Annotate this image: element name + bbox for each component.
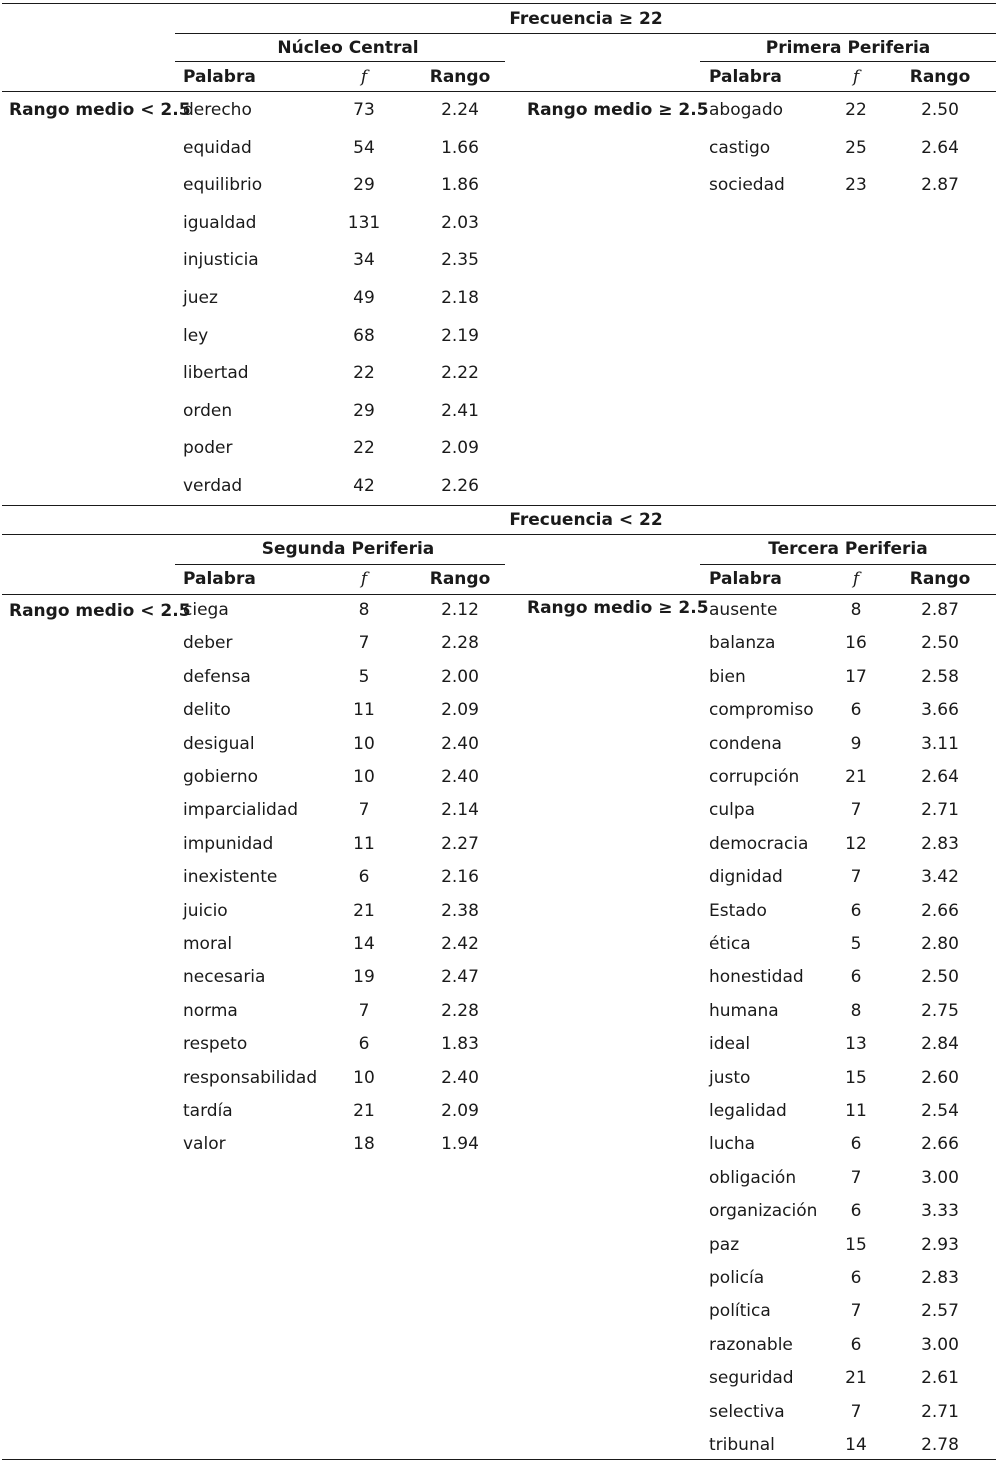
- range-label-high: Rango medio ≥ 2.5: [527, 598, 709, 618]
- cell-rango: 2.28: [441, 1000, 479, 1021]
- nucleo-central-rule: [175, 61, 505, 62]
- cell-rango: 2.57: [921, 1301, 959, 1322]
- top-section-title: Frecuencia ≥ 22: [509, 9, 663, 29]
- cell-f: 21: [353, 1101, 375, 1121]
- cell-rango: 2.41: [441, 400, 479, 421]
- cell-f: 54: [353, 137, 375, 158]
- cell-palabra: ausente: [709, 600, 778, 620]
- cell-rango: 2.16: [441, 867, 479, 888]
- bottom-section-title: Frecuencia < 22: [509, 510, 663, 530]
- header-palabra: Palabra: [709, 569, 782, 589]
- tercera-periferia-rule: [700, 564, 996, 565]
- cell-f: 23: [845, 175, 867, 196]
- cell-f: 14: [845, 1435, 867, 1455]
- header-f: f: [852, 67, 860, 87]
- cell-f: 6: [850, 1334, 862, 1355]
- header-palabra: Palabra: [183, 67, 256, 87]
- primera-periferia-rule: [700, 61, 996, 62]
- cell-rango: 2.87: [921, 600, 959, 620]
- cell-rango: 2.64: [921, 767, 959, 787]
- cell-palabra: honestidad: [709, 967, 804, 988]
- cell-rango: 2.78: [921, 1435, 959, 1455]
- cell-f: 16: [845, 633, 867, 654]
- bottom-rule: [2, 1459, 996, 1460]
- cell-rango: 2.61: [921, 1368, 959, 1389]
- cell-palabra: desigual: [183, 733, 255, 754]
- header-rango: Rango: [429, 569, 491, 589]
- cell-rango: 2.35: [441, 250, 479, 271]
- cell-palabra: balanza: [709, 633, 776, 654]
- cell-palabra: igualdad: [183, 212, 257, 233]
- bottom-title-rule: [2, 534, 996, 535]
- cell-palabra: democracia: [709, 833, 809, 854]
- cell-palabra: corrupción: [709, 767, 800, 787]
- cell-palabra: política: [709, 1301, 771, 1322]
- cell-rango: 2.09: [441, 700, 479, 721]
- header-rango: Rango: [909, 569, 971, 589]
- cell-f: 11: [353, 833, 375, 854]
- primera-periferia-title: Primera Periferia: [765, 38, 931, 58]
- cell-palabra: impunidad: [183, 833, 274, 854]
- cell-rango: 2.40: [441, 1067, 479, 1088]
- cell-rango: 2.40: [441, 733, 479, 754]
- cell-f: 7: [850, 1401, 862, 1422]
- cell-f: 7: [850, 867, 862, 888]
- cell-f: 6: [850, 1201, 862, 1222]
- cell-palabra: necesaria: [183, 967, 266, 988]
- cell-rango: 2.58: [921, 666, 959, 687]
- cell-f: 10: [353, 767, 375, 787]
- cell-palabra: juez: [183, 288, 218, 308]
- cell-palabra: gobierno: [183, 767, 259, 787]
- header-f: f: [360, 569, 368, 589]
- cell-f: 6: [850, 900, 862, 921]
- cell-f: 18: [353, 1134, 375, 1155]
- cell-f: 7: [358, 800, 370, 821]
- cell-palabra: bien: [709, 666, 746, 687]
- cell-palabra: equilibrio: [183, 175, 263, 196]
- cell-palabra: seguridad: [709, 1368, 794, 1389]
- cell-palabra: libertad: [183, 363, 249, 384]
- cell-f: 22: [353, 438, 375, 459]
- header-f: f: [360, 67, 368, 87]
- header-rango: Rango: [909, 67, 971, 87]
- cell-f: 6: [850, 1268, 862, 1288]
- cell-f: 22: [353, 363, 375, 384]
- cell-f: 21: [845, 1368, 867, 1389]
- cell-rango: 2.09: [441, 438, 479, 459]
- cell-f: 11: [845, 1101, 867, 1121]
- cell-rango: 2.71: [921, 1401, 959, 1422]
- cell-palabra: legalidad: [709, 1101, 787, 1121]
- cell-palabra: culpa: [709, 800, 756, 821]
- cell-palabra: derecho: [183, 100, 252, 120]
- cell-rango: 2.66: [921, 900, 959, 921]
- cell-f: 12: [845, 833, 867, 854]
- cell-f: 8: [850, 600, 862, 620]
- cell-f: 11: [353, 700, 375, 721]
- cell-palabra: compromiso: [709, 700, 814, 721]
- cell-rango: 2.42: [441, 934, 479, 954]
- cell-f: 21: [845, 767, 867, 787]
- header-f: f: [852, 569, 860, 589]
- cell-f: 17: [845, 666, 867, 687]
- cell-rango: 1.94: [441, 1134, 479, 1155]
- cell-rango: 2.83: [921, 833, 959, 854]
- cell-rango: 2.50: [921, 967, 959, 988]
- cell-f: 8: [850, 1000, 862, 1021]
- cell-palabra: paz: [709, 1234, 740, 1255]
- cell-rango: 2.12: [441, 600, 479, 620]
- cell-palabra: obligación: [709, 1167, 797, 1188]
- range-label-low: Rango medio < 2.5: [9, 601, 191, 621]
- cell-palabra: valor: [183, 1134, 226, 1155]
- cell-palabra: castigo: [709, 137, 771, 158]
- cell-rango: 3.00: [921, 1167, 959, 1188]
- cell-f: 7: [358, 1000, 370, 1021]
- cell-palabra: organización: [709, 1201, 818, 1222]
- cell-palabra: humana: [709, 1000, 779, 1021]
- cell-f: 7: [358, 633, 370, 654]
- cell-f: 6: [358, 1034, 370, 1055]
- cell-palabra: tribunal: [709, 1435, 775, 1455]
- cell-rango: 2.19: [441, 325, 479, 346]
- tercera-periferia-title: Tercera Periferia: [768, 539, 928, 559]
- cell-rango: 2.22: [441, 363, 479, 384]
- top-header-rule: [2, 91, 996, 92]
- cell-f: 10: [353, 1067, 375, 1088]
- cell-f: 29: [353, 400, 375, 421]
- cell-rango: 2.14: [441, 800, 479, 821]
- cell-palabra: lucha: [709, 1134, 756, 1155]
- cell-f: 6: [850, 1134, 862, 1155]
- cell-palabra: juicio: [183, 900, 228, 921]
- header-rango: Rango: [429, 67, 491, 87]
- cell-rango: 2.50: [921, 100, 959, 120]
- cell-palabra: orden: [183, 400, 233, 421]
- cell-f: 15: [845, 1234, 867, 1255]
- cell-rango: 2.54: [921, 1101, 959, 1121]
- section-divider-rule: [2, 505, 996, 506]
- cell-rango: 2.40: [441, 767, 479, 787]
- cell-rango: 2.26: [441, 476, 479, 496]
- cell-f: 29: [353, 175, 375, 196]
- cell-f: 6: [850, 967, 862, 988]
- cell-f: 7: [850, 1167, 862, 1188]
- segunda-periferia-title: Segunda Periferia: [261, 539, 435, 559]
- cell-rango: 2.50: [921, 633, 959, 654]
- cell-palabra: poder: [183, 438, 233, 459]
- cell-palabra: Estado: [709, 900, 767, 921]
- cell-rango: 1.66: [441, 137, 479, 158]
- cell-f: 131: [347, 212, 381, 233]
- cell-palabra: razonable: [709, 1334, 793, 1355]
- cell-palabra: responsabilidad: [183, 1067, 318, 1088]
- cell-rango: 2.71: [921, 800, 959, 821]
- cell-rango: 2.60: [921, 1067, 959, 1088]
- cell-f: 34: [353, 250, 375, 271]
- header-palabra: Palabra: [183, 569, 256, 589]
- cell-palabra: inexistente: [183, 867, 278, 888]
- cell-palabra: dignidad: [709, 867, 783, 888]
- cell-f: 15: [845, 1067, 867, 1088]
- cell-palabra: sociedad: [709, 175, 785, 196]
- cell-f: 49: [353, 288, 375, 308]
- cell-rango: 2.80: [921, 934, 959, 954]
- cell-rango: 3.42: [921, 867, 959, 888]
- cell-rango: 2.47: [441, 967, 479, 988]
- cell-palabra: policía: [709, 1268, 765, 1288]
- cell-f: 73: [353, 100, 375, 120]
- cell-palabra: abogado: [709, 100, 784, 120]
- cell-palabra: moral: [183, 934, 233, 954]
- cell-rango: 2.93: [921, 1234, 959, 1255]
- cell-palabra: ley: [183, 325, 209, 346]
- cell-f: 13: [845, 1034, 867, 1055]
- cell-palabra: deber: [183, 633, 233, 654]
- cell-f: 5: [850, 934, 862, 954]
- cell-palabra: respeto: [183, 1034, 248, 1055]
- cell-palabra: justo: [709, 1067, 751, 1088]
- cell-palabra: ideal: [709, 1034, 751, 1055]
- cell-rango: 2.87: [921, 175, 959, 196]
- cell-palabra: ciega: [183, 600, 229, 620]
- bottom-header-rule: [2, 594, 996, 595]
- cell-rango: 2.83: [921, 1268, 959, 1288]
- range-label-low: Rango medio < 2.5: [9, 100, 191, 120]
- cell-f: 25: [845, 137, 867, 158]
- cell-rango: 2.64: [921, 137, 959, 158]
- cell-f: 6: [850, 700, 862, 721]
- cell-palabra: injusticia: [183, 250, 259, 271]
- cell-rango: 3.11: [921, 733, 959, 754]
- cell-f: 21: [353, 900, 375, 921]
- nucleo-central-title: Núcleo Central: [277, 38, 419, 58]
- cell-rango: 1.86: [441, 175, 479, 196]
- cell-f: 68: [353, 325, 375, 346]
- top-title-rule: [175, 33, 996, 34]
- cell-f: 5: [358, 666, 370, 687]
- cell-f: 8: [358, 600, 370, 620]
- cell-palabra: defensa: [183, 666, 251, 687]
- cell-rango: 2.28: [441, 633, 479, 654]
- cell-palabra: delito: [183, 700, 231, 721]
- cell-rango: 2.18: [441, 288, 479, 308]
- cell-palabra: ética: [709, 934, 751, 954]
- cell-f: 6: [358, 867, 370, 888]
- cell-palabra: equidad: [183, 137, 252, 158]
- cell-palabra: verdad: [183, 476, 243, 496]
- top-rule: [2, 3, 996, 4]
- cell-f: 7: [850, 800, 862, 821]
- header-palabra: Palabra: [709, 67, 782, 87]
- cell-f: 19: [353, 967, 375, 988]
- segunda-periferia-rule: [175, 564, 505, 565]
- cell-rango: 3.66: [921, 700, 959, 721]
- range-label-high: Rango medio ≥ 2.5: [527, 100, 709, 120]
- cell-rango: 2.27: [441, 833, 479, 854]
- cell-palabra: tardía: [183, 1101, 233, 1121]
- cell-f: 9: [850, 733, 862, 754]
- cell-f: 22: [845, 100, 867, 120]
- cell-f: 42: [353, 476, 375, 496]
- cell-rango: 3.33: [921, 1201, 959, 1222]
- cell-rango: 2.38: [441, 900, 479, 921]
- cell-rango: 2.24: [441, 100, 479, 120]
- cell-palabra: selectiva: [709, 1401, 785, 1422]
- cell-rango: 3.00: [921, 1334, 959, 1355]
- cell-palabra: condena: [709, 733, 782, 754]
- cell-rango: 2.66: [921, 1134, 959, 1155]
- cell-rango: 2.03: [441, 212, 479, 233]
- cell-f: 14: [353, 934, 375, 954]
- cell-rango: 2.09: [441, 1101, 479, 1121]
- cell-palabra: imparcialidad: [183, 800, 299, 821]
- cell-f: 10: [353, 733, 375, 754]
- cell-rango: 2.75: [921, 1000, 959, 1021]
- cell-f: 7: [850, 1301, 862, 1322]
- cell-palabra: norma: [183, 1000, 238, 1021]
- cell-rango: 1.83: [441, 1034, 479, 1055]
- cell-rango: 2.84: [921, 1034, 959, 1055]
- cell-rango: 2.00: [441, 666, 479, 687]
